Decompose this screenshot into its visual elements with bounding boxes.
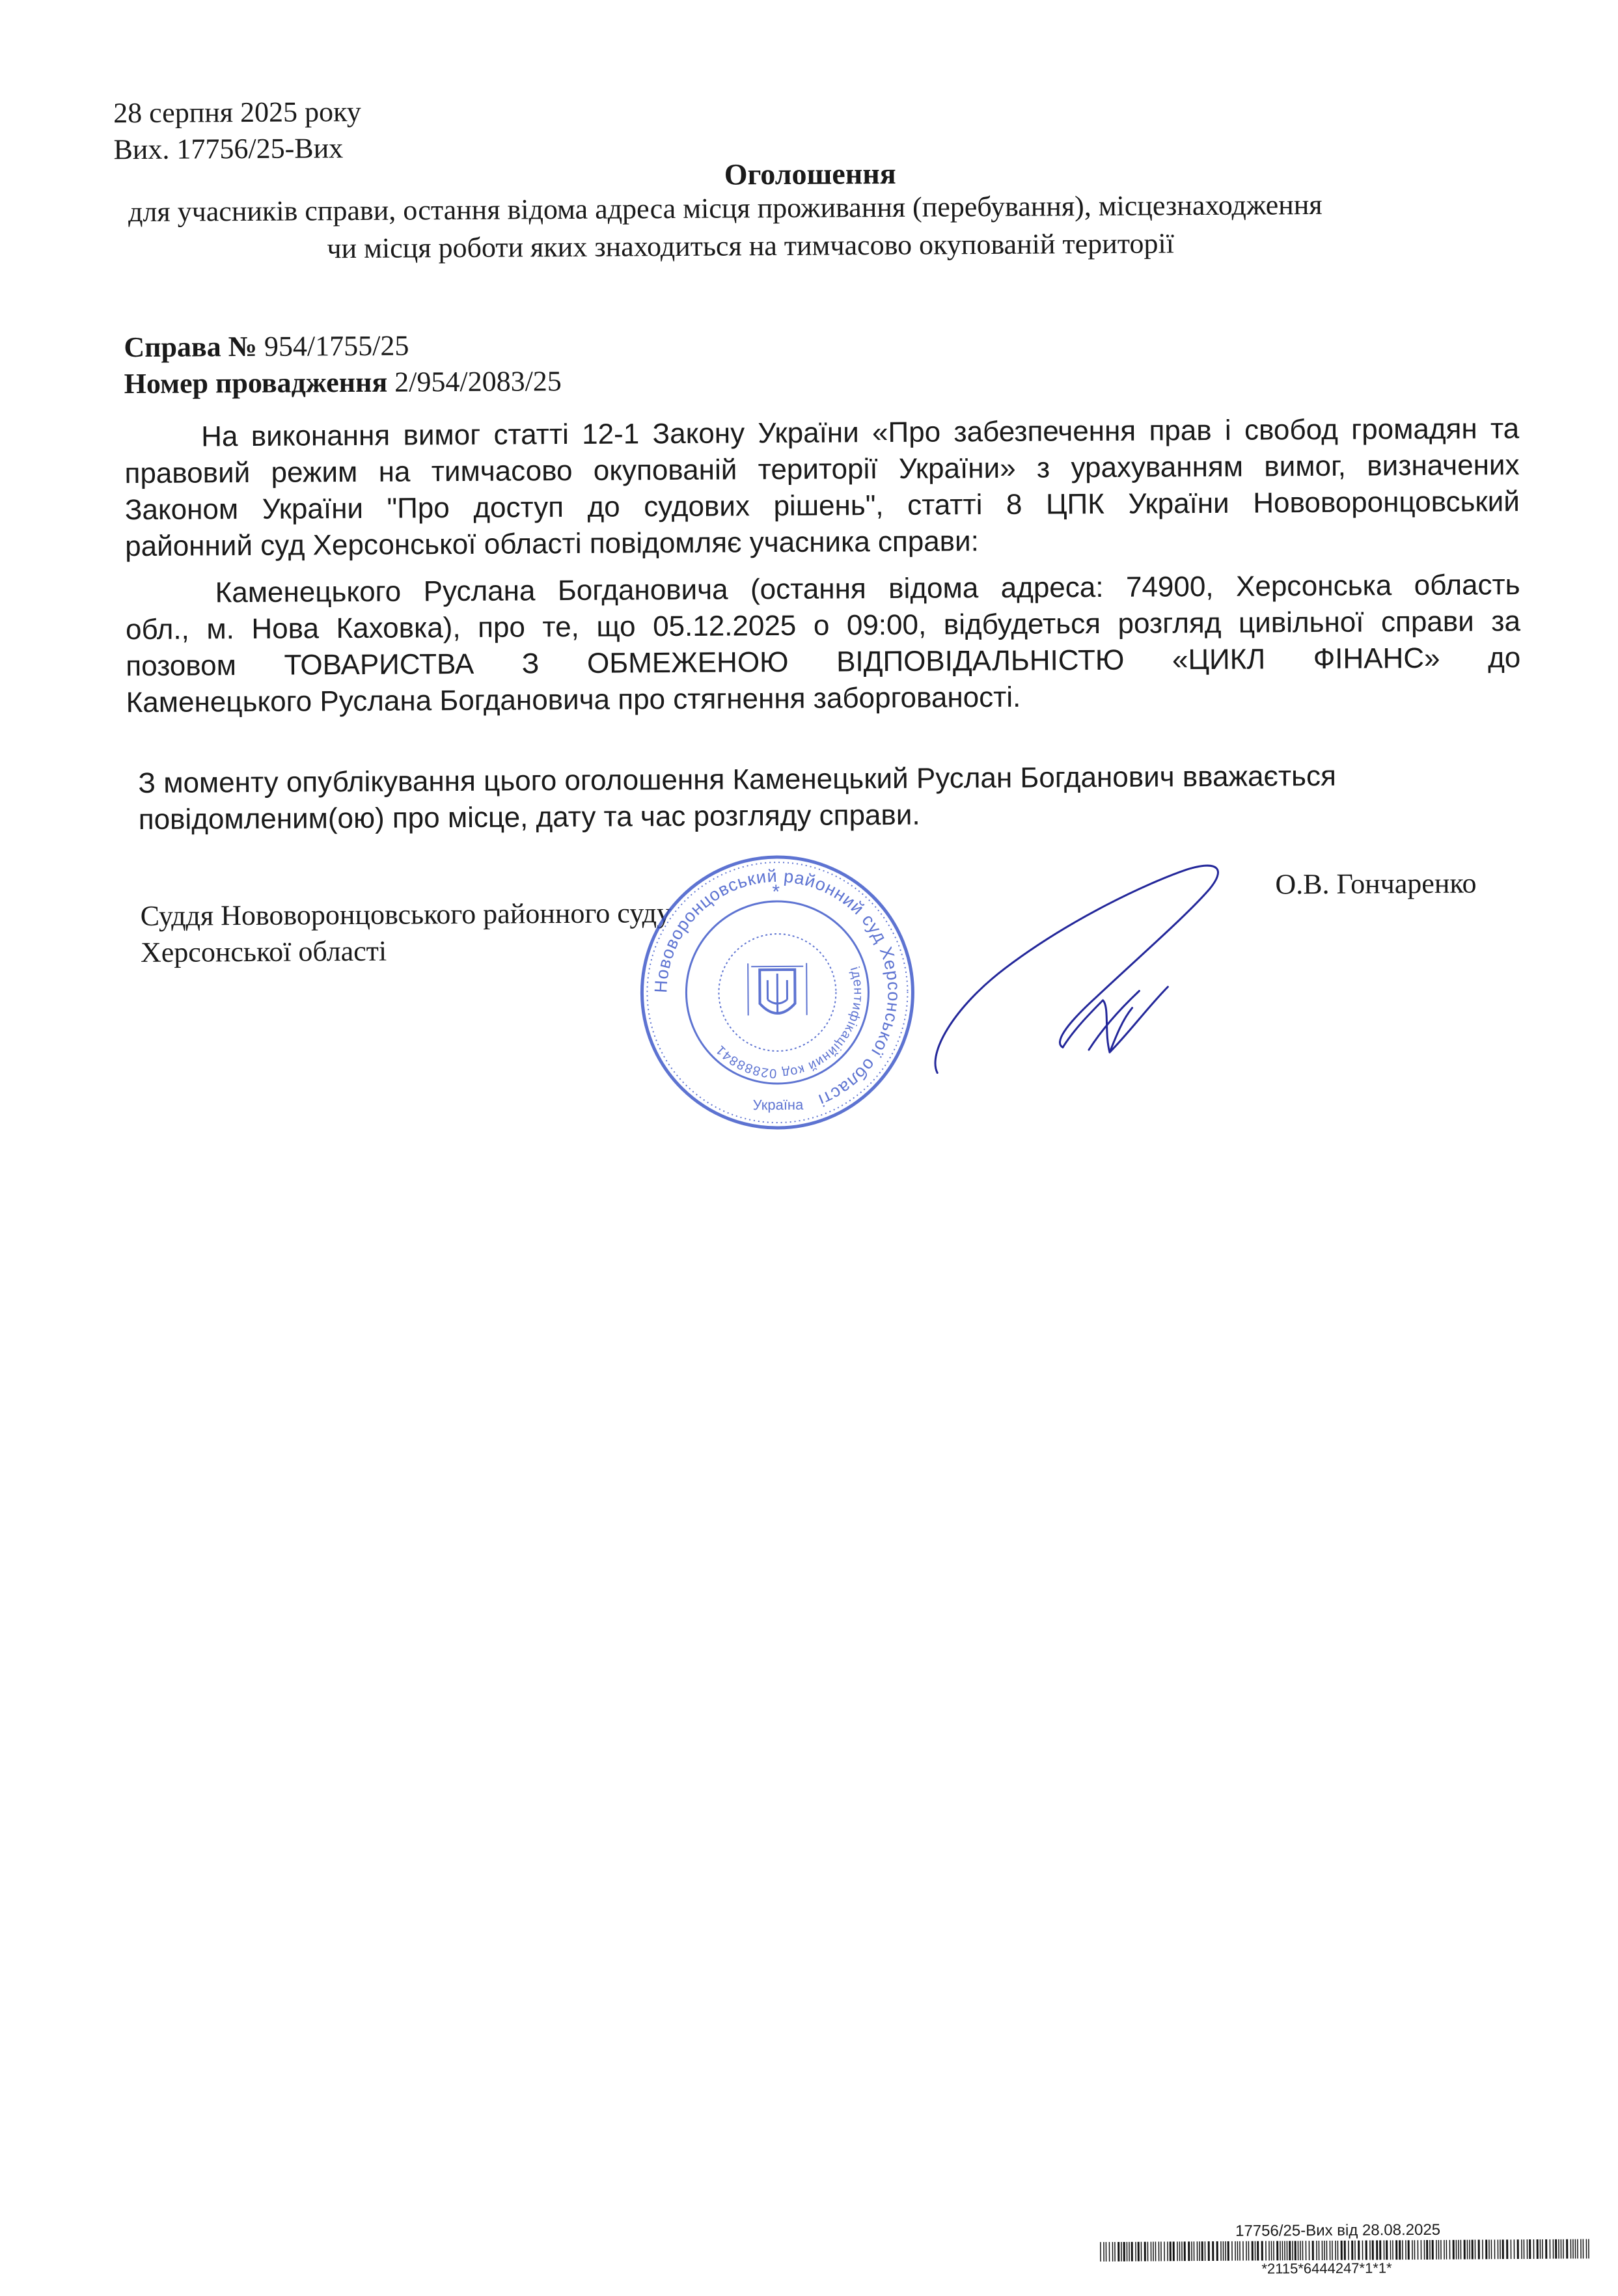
barcode-bar bbox=[1580, 2239, 1582, 2259]
barcode-bar bbox=[1344, 2241, 1346, 2260]
subtitle-line-1: для учасників справи, остання відома адреса місця проживання (перебування), місцезнаходження bbox=[128, 188, 1323, 228]
barcode-bar bbox=[1514, 2239, 1515, 2259]
barcode-bar bbox=[1265, 2241, 1267, 2260]
seal-inner-text: ідентифікаційний код 02888841 bbox=[713, 964, 866, 1081]
barcode-bar bbox=[1121, 2242, 1122, 2262]
barcode-bar bbox=[1529, 2239, 1531, 2259]
barcode-bar bbox=[1326, 2241, 1328, 2260]
barcode-bar bbox=[1392, 2240, 1393, 2260]
barcode-bar bbox=[1412, 2240, 1413, 2260]
barcode-bar bbox=[1405, 2240, 1406, 2260]
barcode-bar bbox=[1341, 2241, 1343, 2260]
barcode-bar bbox=[1330, 2241, 1331, 2260]
judge-position-line-1: Суддя Нововоронцовського районного суду bbox=[140, 897, 672, 933]
paragraph-2-line: Каменецького Руслана Богдановича про стягнення заборгованості. bbox=[126, 681, 1021, 719]
barcode-bar bbox=[1302, 2241, 1304, 2260]
barcode-bar bbox=[1545, 2239, 1547, 2259]
barcode-bar bbox=[1502, 2239, 1504, 2259]
document-title: Оголошення bbox=[724, 156, 896, 191]
proceeding-number-line bbox=[124, 363, 562, 402]
barcode-bar bbox=[1572, 2239, 1574, 2259]
proceeding-label: Номер провадження bbox=[124, 366, 388, 400]
barcode-bar bbox=[1485, 2239, 1487, 2259]
barcode-bar bbox=[1292, 2241, 1293, 2260]
proceeding-number: 2/954/2083/25 bbox=[387, 365, 562, 398]
barcode-bar bbox=[1376, 2240, 1378, 2260]
barcode-bar bbox=[1563, 2239, 1564, 2259]
seal-bottom-text: Україна bbox=[752, 1096, 804, 1114]
paragraph-2-line: позовом ТОВАРИСТВА З ОБМЕЖЕНОЮ ВІДПОВІДАЛЬНІСТЮ «ЦИКЛ ФІНАНС» до bbox=[126, 642, 1521, 683]
svg-text:ідентифікаційний код 02888841 bbox=[713, 965, 866, 1081]
barcode-bar bbox=[1414, 2240, 1416, 2260]
barcode-bar bbox=[1220, 2241, 1222, 2261]
case-number-line bbox=[124, 327, 409, 366]
barcode-bar bbox=[1257, 2241, 1259, 2261]
barcode-bar bbox=[1337, 2241, 1339, 2260]
barcode-bar bbox=[1586, 2239, 1587, 2258]
barcode-bar bbox=[1498, 2239, 1499, 2259]
barcode-bar bbox=[1542, 2239, 1543, 2259]
barcode-bar bbox=[1173, 2241, 1175, 2261]
barcode-bar bbox=[1500, 2239, 1501, 2259]
barcode-bar bbox=[1188, 2241, 1190, 2261]
barcode-bar bbox=[1460, 2240, 1462, 2260]
barcode-bar bbox=[1335, 2241, 1336, 2260]
barcode-bar bbox=[1159, 2241, 1160, 2261]
barcode-bar bbox=[1205, 2241, 1206, 2261]
barcode-bar bbox=[1295, 2241, 1296, 2260]
barcode-bar bbox=[1472, 2240, 1474, 2260]
barcode-bar bbox=[1284, 2241, 1285, 2260]
barcode-bar bbox=[1558, 2239, 1559, 2259]
barcode-bar bbox=[1494, 2239, 1496, 2259]
barcode-bar bbox=[1141, 2242, 1142, 2262]
subtitle-line-2: чи місця роботи яких знаходиться на тимчасово окупованій території bbox=[327, 227, 1174, 265]
barcode-bar bbox=[1469, 2240, 1470, 2260]
barcode-bar bbox=[1418, 2240, 1419, 2260]
barcode-bar bbox=[1324, 2241, 1325, 2260]
barcode-bar bbox=[1348, 2241, 1349, 2260]
barcode-bar bbox=[1491, 2239, 1492, 2259]
barcode-bar bbox=[1521, 2239, 1522, 2259]
barcode-bar bbox=[1237, 2241, 1239, 2261]
barcode-bar bbox=[1179, 2241, 1181, 2261]
case-label: Справа № bbox=[124, 330, 258, 364]
barcode-bar bbox=[1429, 2240, 1431, 2260]
barcode-bar bbox=[1550, 2239, 1551, 2259]
barcode-bar bbox=[1246, 2241, 1247, 2261]
barcode-bar bbox=[1160, 2241, 1162, 2261]
barcode-bar bbox=[1289, 2241, 1291, 2260]
barcode-bar bbox=[1273, 2241, 1274, 2260]
barcode-bar bbox=[1365, 2241, 1367, 2260]
barcode-bar bbox=[1399, 2240, 1401, 2260]
barcode-bar bbox=[1287, 2241, 1288, 2260]
barcode-bar bbox=[1408, 2240, 1410, 2260]
barcode-bar bbox=[1197, 2241, 1198, 2261]
barcode-bar bbox=[1322, 2241, 1323, 2260]
barcode-bar bbox=[1231, 2241, 1233, 2261]
barcode-bar bbox=[1300, 2241, 1301, 2260]
barcode-bar bbox=[1402, 2240, 1403, 2260]
barcode-bar bbox=[1446, 2240, 1447, 2260]
barcode-bar bbox=[1555, 2239, 1557, 2259]
barcode-bar bbox=[1194, 2241, 1195, 2261]
barcode-bar bbox=[1276, 2241, 1278, 2260]
outgoing-number: Вих. 17756/25-Вих bbox=[113, 132, 344, 166]
barcode-bar bbox=[1261, 2241, 1263, 2261]
barcode-bar bbox=[1570, 2239, 1572, 2259]
barcode-bar bbox=[1242, 2241, 1244, 2261]
barcode-bar bbox=[1369, 2241, 1371, 2260]
barcode-bar bbox=[1456, 2240, 1457, 2260]
barcode-bar bbox=[1351, 2241, 1353, 2260]
barcode-bar bbox=[1271, 2241, 1272, 2260]
barcode-bar bbox=[1100, 2242, 1101, 2262]
barcode-bar bbox=[1239, 2241, 1241, 2261]
barcode-caption-bottom: *2115*6444247*1*1* bbox=[1261, 2260, 1392, 2277]
paragraph-2-line: Каменецького Руслана Богдановича (остання відома адреса: 74900, Херсонська область bbox=[215, 569, 1520, 609]
barcode-bar bbox=[1212, 2241, 1214, 2261]
barcode-bar bbox=[1432, 2240, 1434, 2260]
barcode-bar bbox=[1138, 2242, 1140, 2262]
barcode-bar bbox=[1540, 2239, 1541, 2259]
barcode-bar bbox=[1184, 2241, 1186, 2261]
barcode-bar bbox=[1533, 2239, 1535, 2259]
barcode-bar bbox=[1566, 2239, 1568, 2259]
barcode-bar bbox=[1524, 2239, 1525, 2259]
barcode-bar bbox=[1225, 2241, 1226, 2261]
barcode-bar bbox=[1144, 2242, 1146, 2262]
barcode-bar bbox=[1453, 2240, 1455, 2260]
barcode-bar bbox=[1170, 2241, 1172, 2261]
seal-star: * bbox=[772, 881, 780, 903]
barcode-bar bbox=[1252, 2241, 1254, 2261]
paragraph-2-line: обл., м. Нова Каховка), про те, що 05.12.2025 о 09:00, відбудеться розгляд цивільної справи за bbox=[125, 605, 1521, 646]
barcode-bar bbox=[1438, 2240, 1440, 2260]
barcode-bar bbox=[1511, 2239, 1512, 2259]
barcode-bar bbox=[1588, 2239, 1589, 2258]
barcode-bar bbox=[1583, 2239, 1584, 2259]
barcode-bar bbox=[1164, 2241, 1165, 2261]
barcode-bar bbox=[1372, 2240, 1374, 2260]
judge-signature bbox=[913, 856, 1253, 1080]
barcode-bar bbox=[1561, 2239, 1562, 2259]
barcode-bar bbox=[1390, 2240, 1392, 2260]
barcode-bar bbox=[1358, 2241, 1360, 2260]
barcode-bar bbox=[1282, 2241, 1283, 2260]
barcode-bar bbox=[1191, 2241, 1192, 2261]
barcode-bar bbox=[1309, 2241, 1310, 2260]
barcode-bar bbox=[1464, 2240, 1466, 2260]
barcode-bar bbox=[1319, 2241, 1320, 2260]
barcode-bar bbox=[1384, 2240, 1385, 2260]
barcode-bar bbox=[1440, 2240, 1442, 2260]
barcode-bar bbox=[1223, 2241, 1224, 2261]
barcode-bar bbox=[1106, 2242, 1107, 2262]
barcode-bar bbox=[1177, 2241, 1178, 2261]
barcode-bar bbox=[1482, 2239, 1483, 2259]
barcode-bar bbox=[1123, 2242, 1125, 2262]
barcode-bars bbox=[1099, 2239, 1593, 2262]
court-seal bbox=[637, 852, 918, 1134]
paragraph-1-line: районний суд Херсонської області повідомляє учасника справи: bbox=[125, 525, 980, 563]
barcode-bar bbox=[1227, 2241, 1229, 2261]
barcode-bar bbox=[1109, 2242, 1110, 2262]
barcode-bar bbox=[1268, 2241, 1270, 2260]
barcode-bar bbox=[1129, 2242, 1130, 2262]
barcode-bar bbox=[1199, 2241, 1200, 2261]
document-barcode bbox=[1099, 2221, 1594, 2282]
barcode-bar bbox=[1255, 2241, 1256, 2261]
barcode-bar bbox=[1426, 2240, 1428, 2260]
barcode-bar bbox=[1147, 2242, 1149, 2262]
barcode-bar bbox=[1316, 2241, 1317, 2260]
barcode-bar bbox=[1553, 2239, 1554, 2259]
barcode-bar bbox=[1312, 2241, 1314, 2260]
barcode-bar bbox=[1575, 2239, 1576, 2259]
seal-outer-text: Нововоронцовський районний суд Херсонської області bbox=[651, 866, 904, 1111]
barcode-bar bbox=[1114, 2242, 1116, 2262]
barcode-bar bbox=[1354, 2241, 1356, 2260]
barcode-bar bbox=[1306, 2241, 1307, 2260]
paragraph-3-line: З моменту опублікування цього оголошення Каменецький Руслан Богданович вважається bbox=[138, 759, 1336, 800]
barcode-bar bbox=[1386, 2240, 1388, 2260]
barcode-bar bbox=[1155, 2242, 1157, 2262]
barcode-bar bbox=[1537, 2239, 1539, 2259]
barcode-bar bbox=[1458, 2240, 1459, 2260]
document-date: 28 серпня 2025 року bbox=[113, 95, 361, 130]
barcode-bar bbox=[1379, 2240, 1381, 2260]
barcode-bar bbox=[1127, 2242, 1128, 2262]
barcode-bar bbox=[1153, 2242, 1154, 2262]
judge-position-line-2: Херсонської області bbox=[140, 935, 387, 969]
barcode-bar bbox=[1395, 2240, 1397, 2260]
barcode-bar bbox=[1280, 2241, 1281, 2260]
barcode-bar bbox=[1103, 2242, 1104, 2262]
barcode-bar bbox=[1362, 2241, 1364, 2260]
barcode-bar bbox=[1135, 2242, 1136, 2262]
barcode-bar bbox=[1488, 2239, 1490, 2259]
barcode-bar bbox=[1478, 2239, 1480, 2259]
barcode-bar bbox=[1298, 2241, 1299, 2260]
barcode-bar bbox=[1151, 2242, 1152, 2262]
barcode-bar bbox=[1577, 2239, 1578, 2259]
barcode-bar bbox=[1118, 2242, 1119, 2262]
barcode-bar bbox=[1332, 2241, 1333, 2260]
paragraph-3-line: повідомленим(ою) про місце, дату та час розгляду справи. bbox=[138, 799, 920, 836]
barcode-bar bbox=[1112, 2242, 1114, 2262]
paragraph-1-line: Законом України "Про доступ до судових рішень", статті 8 ЦПК України Нововоронцовський bbox=[124, 485, 1520, 526]
barcode-bar bbox=[1449, 2240, 1451, 2260]
barcode-bar bbox=[1201, 2241, 1203, 2261]
barcode-bar bbox=[1475, 2240, 1476, 2260]
barcode-bar bbox=[1131, 2242, 1133, 2262]
barcode-bar bbox=[1444, 2240, 1445, 2260]
barcode-bar bbox=[1208, 2241, 1210, 2261]
barcode-caption-top: 17756/25-Вих від 28.08.2025 bbox=[1235, 2221, 1441, 2240]
barcode-bar bbox=[1235, 2241, 1236, 2261]
barcode-bar bbox=[1421, 2240, 1422, 2260]
barcode-bar bbox=[1181, 2241, 1183, 2261]
barcode-bar bbox=[1216, 2241, 1218, 2261]
paragraph-1-line: правовий режим на тимчасово окупованій території України» з урахуванням вимог, визначених bbox=[124, 449, 1520, 490]
barcode-bar bbox=[1248, 2241, 1250, 2261]
barcode-bar bbox=[1506, 2239, 1508, 2259]
barcode-bar bbox=[1527, 2239, 1528, 2259]
barcode-bar bbox=[1167, 2241, 1168, 2261]
barcode-bar bbox=[1424, 2240, 1425, 2260]
barcode-bar bbox=[1467, 2240, 1468, 2260]
case-number: 954/1755/25 bbox=[256, 329, 409, 362]
paragraph-1-line: На виконання вимог статті 12-1 Закону України «Про забезпечення прав і свобод громадян та bbox=[201, 413, 1520, 453]
barcode-bar bbox=[1517, 2239, 1519, 2259]
judge-name: О.В. Гончаренко bbox=[1275, 867, 1477, 901]
barcode-bar bbox=[1436, 2240, 1437, 2260]
